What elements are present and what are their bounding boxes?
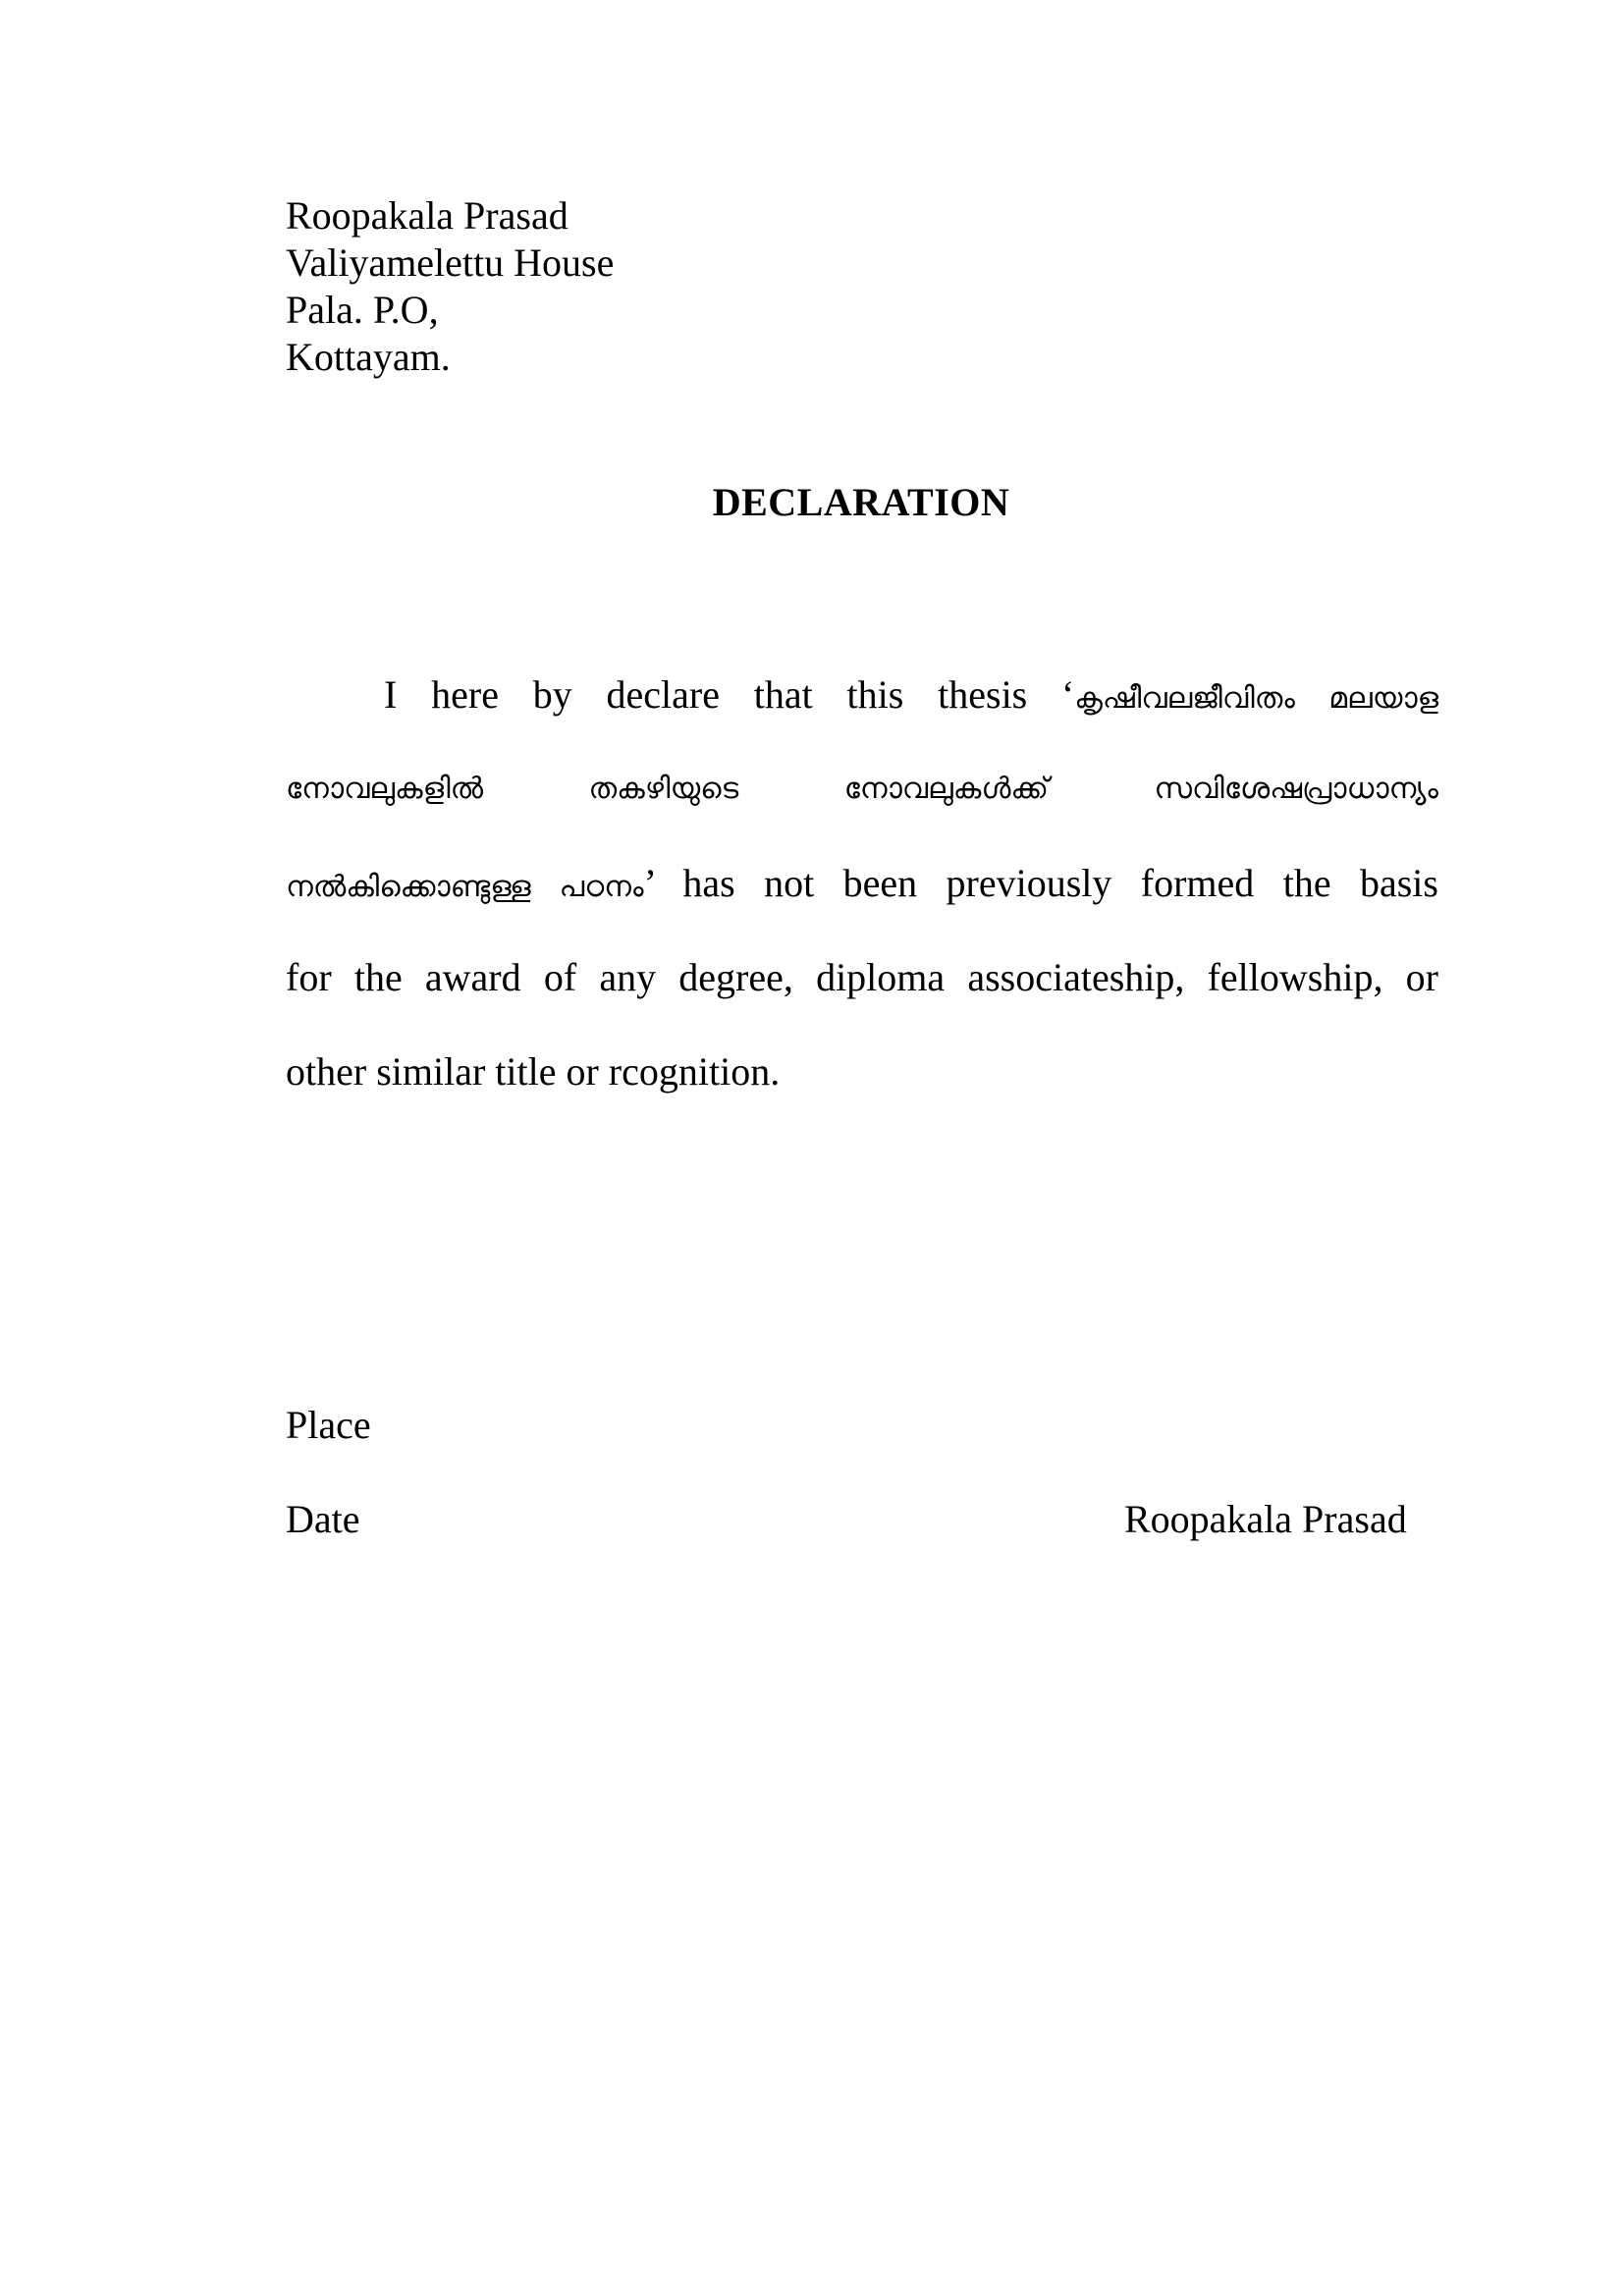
declaration-body: [286, 648, 1438, 1119]
thesis-title-part-1: കൃഷീവലജീവിതം മലയാള: [1074, 681, 1438, 716]
body-line-1: [286, 648, 1438, 742]
body-line-4: for the award of any degree, diploma associateship, fellowship, or: [286, 955, 1438, 999]
address-house: Valiyamelettu House: [286, 240, 615, 285]
body-line-3-text: ’ has not been previously formed the basis: [643, 861, 1438, 905]
body-line-1-text: I here by declare that this thesis ‘: [384, 672, 1075, 717]
address-name: Roopakala Prasad: [286, 193, 568, 238]
body-line-5: other similar title or rcognition.: [286, 1049, 781, 1094]
address-post: Pala. P.O,: [286, 288, 439, 332]
body-line-3: [286, 836, 1438, 931]
thesis-title-part-2: നോവലുകളിൽ തകഴിയുടെ നോവലുകൾക്ക് സവിശേഷപ്രാധാന്യം: [286, 772, 1438, 806]
date-label: Date: [286, 1497, 360, 1541]
sender-address: [286, 192, 614, 381]
address-district: Kottayam.: [286, 335, 451, 379]
signature-name: Roopakala Prasad: [1124, 1497, 1407, 1541]
page-title: DECLARATION: [712, 480, 1010, 524]
thesis-title-part-3: നൽകിക്കൊണ്ടുള്ള പഠനം: [286, 870, 644, 904]
place-label: Place: [286, 1403, 371, 1447]
